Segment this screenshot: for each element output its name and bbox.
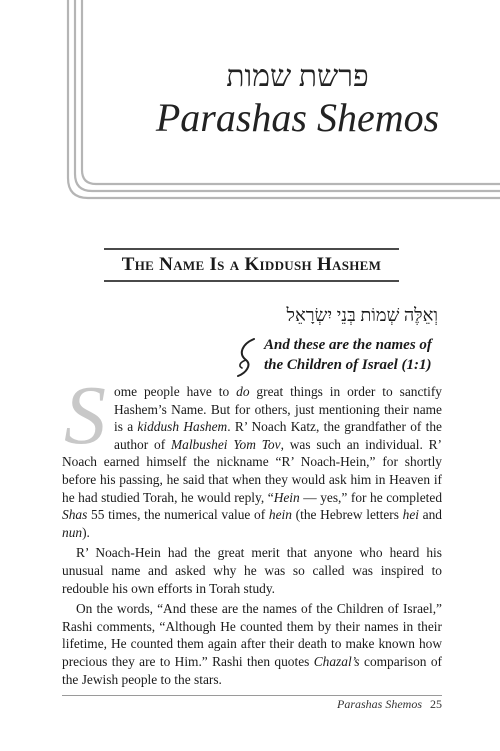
italic-term: kiddush Hashem: [137, 419, 228, 435]
heading-initial: T: [121, 254, 135, 275]
text-run: . R’ Noach Katz, the grandfather of the author of: [114, 419, 442, 452]
chapter-title-block: [95, 60, 500, 140]
verse-translation-line-2: the Children of Israel (1:1): [264, 357, 432, 373]
italic-term: Hein: [273, 489, 300, 505]
running-title: Parashas Shemos: [336, 697, 422, 711]
text-run: great things in order to sanctify Hashem’s Name. But for others, just mentioning their name is a: [114, 384, 442, 435]
heading-bottom-rule: [104, 280, 399, 282]
text-run: comparison of the Jewish people to the stars.: [62, 653, 443, 687]
paragraph-1: [62, 369, 443, 541]
english-chapter-title: Parashas Shemos: [155, 95, 440, 140]
text-run: ome people have to: [114, 384, 237, 399]
verse-ornament-icon: [232, 336, 260, 380]
page-number: 25: [430, 697, 442, 711]
section-heading: [104, 254, 399, 276]
page-footer: [62, 697, 442, 712]
italic-term: nun: [62, 524, 83, 540]
italic-term: Shas: [62, 507, 88, 523]
text-run: 55 times, the numerical value of: [87, 507, 269, 523]
italic-term: Malbushei Yom Tov: [170, 436, 281, 452]
italic-term: do: [236, 384, 250, 399]
drop-cap: S: [64, 369, 106, 462]
heading-rest: he Name Is a Kiddush Hashem: [134, 254, 382, 275]
italic-term: hei: [402, 507, 419, 523]
verse-hebrew: וְאֵלֶּה שְׁמוֹת בְּנֵי יִשְׂרָאֵל: [286, 305, 438, 325]
text-run: — yes,” for he completed: [299, 489, 443, 505]
text-run: , was such an individual. R’ Noach earned himself the nickname “R’ Noach-Hein,” for shortly before his passing, he said that when they would ask him in Heaven if he had studied Torah, he would reply, “: [62, 436, 443, 505]
verse-translation: [264, 335, 444, 375]
paragraph-3: [62, 600, 442, 688]
heading-top-rule: [104, 248, 399, 250]
text-run: (the Hebrew letters: [291, 507, 403, 523]
text-run: ).: [82, 524, 90, 540]
paragraph-2: [62, 544, 442, 597]
text-run: and: [418, 507, 443, 523]
italic-term: hein: [268, 507, 292, 523]
body-text: [62, 369, 443, 688]
italic-term: Chazal’s: [313, 653, 360, 669]
text-run: R’ Noach-Hein had the great merit that anyone who heard his unusual name and asked why he was so called was inspired to redouble his own efforts in Torah study.: [62, 545, 442, 596]
hebrew-chapter-title: פרשת שמות: [226, 60, 369, 93]
verse-translation-line-1: And these are the names of: [264, 337, 432, 353]
text-run: On the words, “And these are the names of the Children of Israel,” Rashi comments, “Although He counted them by their names in their lifetime, He counted them again after their death to make known how precious they are to Him.” Rashi then quotes: [62, 601, 442, 669]
footer-rule: [62, 695, 442, 696]
